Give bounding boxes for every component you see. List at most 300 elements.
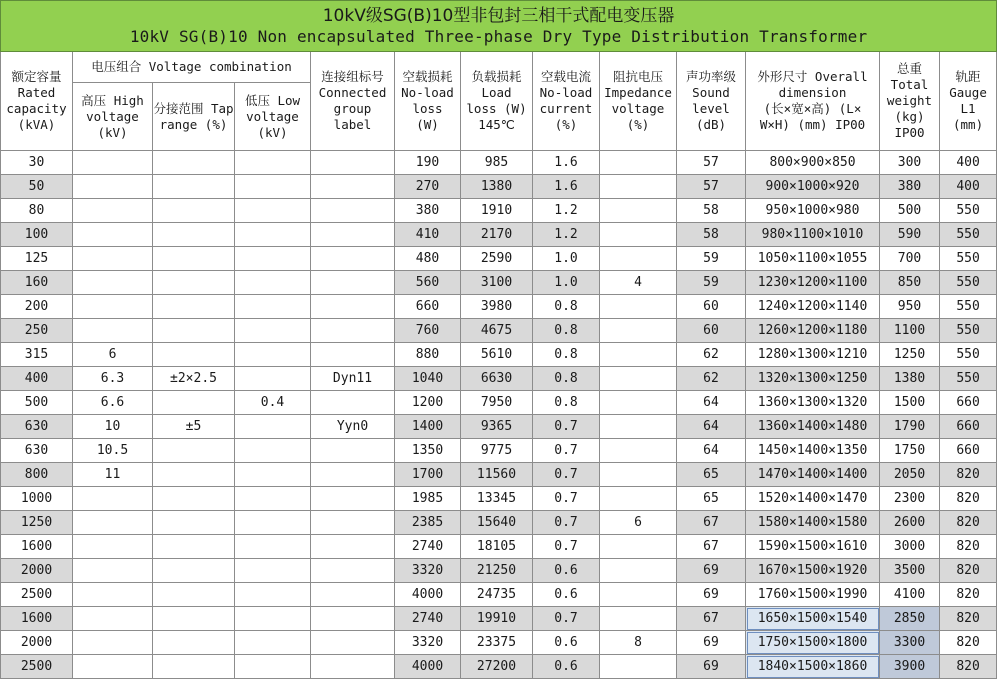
cell-impedance-voltage[interactable]	[600, 415, 677, 439]
cell-sound-level[interactable]: 64	[677, 391, 746, 415]
cell-gauge[interactable]: 550	[940, 223, 997, 247]
cell-no-load-current[interactable]: 0.7	[533, 463, 600, 487]
cell-no-load-current[interactable]: 1.2	[533, 199, 600, 223]
cell-no-load-current[interactable]: 0.7	[533, 487, 600, 511]
cell-no-load-current[interactable]: 0.8	[533, 367, 600, 391]
header-total-weight[interactable]: 总重 Total weight (kg) IP00	[880, 52, 940, 151]
cell-high-voltage[interactable]	[73, 295, 153, 319]
cell-connection-group[interactable]	[311, 271, 395, 295]
cell-gauge[interactable]: 820	[940, 607, 997, 631]
cell-overall-dimension[interactable]: 1280×1300×1210	[746, 343, 880, 367]
cell-no-load-current[interactable]: 1.6	[533, 151, 600, 175]
cell-no-load-loss[interactable]: 480	[395, 247, 461, 271]
cell-overall-dimension[interactable]: 1230×1200×1100	[746, 271, 880, 295]
cell-load-loss[interactable]: 3980	[461, 295, 533, 319]
cell-overall-dimension[interactable]: 1240×1200×1140	[746, 295, 880, 319]
cell-impedance-voltage[interactable]	[600, 151, 677, 175]
cell-impedance-voltage[interactable]	[600, 223, 677, 247]
cell-overall-dimension[interactable]: 1360×1400×1480	[746, 415, 880, 439]
cell-high-voltage[interactable]	[73, 535, 153, 559]
cell-high-voltage[interactable]	[73, 151, 153, 175]
cell-tap-range[interactable]	[153, 247, 235, 271]
cell-high-voltage[interactable]	[73, 607, 153, 631]
cell-tap-range[interactable]	[153, 655, 235, 679]
cell-no-load-loss[interactable]: 1040	[395, 367, 461, 391]
cell-sound-level[interactable]: 65	[677, 463, 746, 487]
cell-low-voltage[interactable]	[235, 247, 311, 271]
cell-low-voltage[interactable]	[235, 439, 311, 463]
cell-high-voltage[interactable]	[73, 319, 153, 343]
cell-sound-level[interactable]: 65	[677, 487, 746, 511]
cell-overall-dimension[interactable]: 1760×1500×1990	[746, 583, 880, 607]
cell-no-load-current[interactable]: 0.8	[533, 295, 600, 319]
cell-rated-capacity[interactable]: 630	[1, 415, 73, 439]
cell-total-weight[interactable]: 2850	[880, 607, 940, 631]
cell-total-weight[interactable]: 1750	[880, 439, 940, 463]
cell-high-voltage[interactable]	[73, 655, 153, 679]
cell-total-weight[interactable]: 1790	[880, 415, 940, 439]
cell-low-voltage[interactable]	[235, 463, 311, 487]
cell-load-loss[interactable]: 21250	[461, 559, 533, 583]
cell-high-voltage[interactable]: 11	[73, 463, 153, 487]
cell-impedance-voltage[interactable]	[600, 367, 677, 391]
cell-gauge[interactable]: 660	[940, 415, 997, 439]
cell-gauge[interactable]: 820	[940, 559, 997, 583]
cell-impedance-voltage[interactable]	[600, 343, 677, 367]
cell-gauge[interactable]: 550	[940, 343, 997, 367]
cell-low-voltage[interactable]	[235, 655, 311, 679]
cell-impedance-voltage[interactable]	[600, 295, 677, 319]
cell-impedance-voltage[interactable]	[600, 559, 677, 583]
cell-load-loss[interactable]: 4675	[461, 319, 533, 343]
cell-impedance-voltage[interactable]	[600, 463, 677, 487]
cell-tap-range[interactable]	[153, 271, 235, 295]
cell-rated-capacity[interactable]: 500	[1, 391, 73, 415]
cell-connection-group[interactable]	[311, 511, 395, 535]
cell-tap-range[interactable]	[153, 439, 235, 463]
cell-gauge[interactable]: 820	[940, 655, 997, 679]
cell-high-voltage[interactable]	[73, 175, 153, 199]
cell-overall-dimension[interactable]: 1260×1200×1180	[746, 319, 880, 343]
cell-no-load-current[interactable]: 1.0	[533, 247, 600, 271]
cell-low-voltage[interactable]	[235, 607, 311, 631]
cell-load-loss[interactable]: 9365	[461, 415, 533, 439]
cell-tap-range[interactable]	[153, 511, 235, 535]
cell-connection-group[interactable]: Dyn11	[311, 367, 395, 391]
cell-load-loss[interactable]: 9775	[461, 439, 533, 463]
cell-no-load-current[interactable]: 1.0	[533, 271, 600, 295]
cell-overall-dimension[interactable]: 1650×1500×1540	[746, 607, 880, 631]
header-high-voltage[interactable]: 高压 High voltage (kV)	[73, 83, 153, 151]
cell-rated-capacity[interactable]: 800	[1, 463, 73, 487]
cell-connection-group[interactable]	[311, 559, 395, 583]
cell-high-voltage[interactable]: 6.6	[73, 391, 153, 415]
cell-connection-group[interactable]	[311, 631, 395, 655]
cell-sound-level[interactable]: 59	[677, 247, 746, 271]
cell-sound-level[interactable]: 67	[677, 607, 746, 631]
cell-total-weight[interactable]: 2600	[880, 511, 940, 535]
cell-no-load-current[interactable]: 0.8	[533, 391, 600, 415]
cell-low-voltage[interactable]	[235, 151, 311, 175]
cell-no-load-current[interactable]: 0.6	[533, 559, 600, 583]
cell-tap-range[interactable]	[153, 295, 235, 319]
cell-rated-capacity[interactable]: 250	[1, 319, 73, 343]
cell-overall-dimension[interactable]: 1360×1300×1320	[746, 391, 880, 415]
cell-no-load-loss[interactable]: 3320	[395, 631, 461, 655]
cell-rated-capacity[interactable]: 100	[1, 223, 73, 247]
cell-sound-level[interactable]: 58	[677, 199, 746, 223]
cell-overall-dimension[interactable]: 1050×1100×1055	[746, 247, 880, 271]
cell-no-load-current[interactable]: 1.6	[533, 175, 600, 199]
cell-low-voltage[interactable]	[235, 319, 311, 343]
header-gauge[interactable]: 轨距 Gauge L1 (mm)	[940, 52, 997, 151]
cell-rated-capacity[interactable]: 1000	[1, 487, 73, 511]
cell-no-load-loss[interactable]: 3320	[395, 559, 461, 583]
cell-gauge[interactable]: 550	[940, 199, 997, 223]
cell-low-voltage[interactable]	[235, 343, 311, 367]
cell-low-voltage[interactable]	[235, 367, 311, 391]
cell-rated-capacity[interactable]: 125	[1, 247, 73, 271]
cell-load-loss[interactable]: 18105	[461, 535, 533, 559]
cell-no-load-loss[interactable]: 760	[395, 319, 461, 343]
cell-total-weight[interactable]: 380	[880, 175, 940, 199]
cell-connection-group[interactable]	[311, 175, 395, 199]
cell-tap-range[interactable]	[153, 583, 235, 607]
cell-overall-dimension[interactable]: 1520×1400×1470	[746, 487, 880, 511]
cell-gauge[interactable]: 820	[940, 535, 997, 559]
cell-high-voltage[interactable]: 10	[73, 415, 153, 439]
cell-tap-range[interactable]	[153, 151, 235, 175]
cell-no-load-current[interactable]: 0.7	[533, 511, 600, 535]
cell-low-voltage[interactable]	[235, 535, 311, 559]
cell-total-weight[interactable]: 590	[880, 223, 940, 247]
cell-total-weight[interactable]: 2300	[880, 487, 940, 511]
cell-tap-range[interactable]	[153, 535, 235, 559]
header-rated-capacity[interactable]: 额定容量 Rated capacity (kVA)	[1, 52, 73, 151]
cell-rated-capacity[interactable]: 1250	[1, 511, 73, 535]
cell-high-voltage[interactable]: 10.5	[73, 439, 153, 463]
cell-impedance-voltage[interactable]: 4	[600, 271, 677, 295]
cell-impedance-voltage[interactable]	[600, 607, 677, 631]
cell-low-voltage[interactable]	[235, 175, 311, 199]
cell-no-load-loss[interactable]: 660	[395, 295, 461, 319]
cell-high-voltage[interactable]	[73, 583, 153, 607]
cell-total-weight[interactable]: 1380	[880, 367, 940, 391]
cell-load-loss[interactable]: 985	[461, 151, 533, 175]
cell-total-weight[interactable]: 500	[880, 199, 940, 223]
cell-load-loss[interactable]: 1910	[461, 199, 533, 223]
header-load-loss[interactable]: 负载损耗 Load loss (W) 145℃	[461, 52, 533, 151]
cell-no-load-current[interactable]: 0.8	[533, 319, 600, 343]
cell-rated-capacity[interactable]: 160	[1, 271, 73, 295]
cell-gauge[interactable]: 820	[940, 487, 997, 511]
cell-load-loss[interactable]: 24735	[461, 583, 533, 607]
cell-sound-level[interactable]: 69	[677, 559, 746, 583]
cell-rated-capacity[interactable]: 400	[1, 367, 73, 391]
cell-connection-group[interactable]	[311, 295, 395, 319]
cell-sound-level[interactable]: 67	[677, 535, 746, 559]
cell-high-voltage[interactable]	[73, 199, 153, 223]
cell-low-voltage[interactable]	[235, 631, 311, 655]
cell-connection-group[interactable]	[311, 247, 395, 271]
cell-no-load-loss[interactable]: 380	[395, 199, 461, 223]
cell-gauge[interactable]: 550	[940, 319, 997, 343]
cell-rated-capacity[interactable]: 315	[1, 343, 73, 367]
cell-impedance-voltage[interactable]	[600, 391, 677, 415]
cell-tap-range[interactable]	[153, 223, 235, 247]
cell-impedance-voltage[interactable]	[600, 319, 677, 343]
cell-no-load-loss[interactable]: 1985	[395, 487, 461, 511]
cell-high-voltage[interactable]: 6	[73, 343, 153, 367]
cell-tap-range[interactable]	[153, 391, 235, 415]
cell-high-voltage[interactable]	[73, 511, 153, 535]
cell-total-weight[interactable]: 950	[880, 295, 940, 319]
cell-impedance-voltage[interactable]: 8	[600, 631, 677, 655]
header-voltage-combination[interactable]: 电压组合 Voltage combination	[73, 52, 311, 83]
cell-no-load-loss[interactable]: 1200	[395, 391, 461, 415]
header-tap-range[interactable]: 分接范围 Tap range (%)	[153, 83, 235, 151]
cell-sound-level[interactable]: 60	[677, 319, 746, 343]
cell-no-load-loss[interactable]: 270	[395, 175, 461, 199]
cell-connection-group[interactable]	[311, 199, 395, 223]
cell-tap-range[interactable]	[153, 343, 235, 367]
cell-total-weight[interactable]: 3500	[880, 559, 940, 583]
cell-rated-capacity[interactable]: 1600	[1, 535, 73, 559]
cell-sound-level[interactable]: 59	[677, 271, 746, 295]
cell-impedance-voltage[interactable]	[600, 535, 677, 559]
cell-no-load-loss[interactable]: 1700	[395, 463, 461, 487]
cell-high-voltage[interactable]	[73, 631, 153, 655]
table-title[interactable]	[1, 1, 997, 52]
cell-high-voltage[interactable]	[73, 487, 153, 511]
cell-low-voltage[interactable]	[235, 199, 311, 223]
cell-no-load-current[interactable]: 1.2	[533, 223, 600, 247]
cell-total-weight[interactable]: 2050	[880, 463, 940, 487]
cell-no-load-loss[interactable]: 880	[395, 343, 461, 367]
header-low-voltage[interactable]: 低压 Low voltage (kV)	[235, 83, 311, 151]
cell-connection-group[interactable]	[311, 223, 395, 247]
cell-gauge[interactable]: 820	[940, 463, 997, 487]
cell-load-loss[interactable]: 2590	[461, 247, 533, 271]
cell-connection-group[interactable]	[311, 607, 395, 631]
cell-high-voltage[interactable]	[73, 271, 153, 295]
cell-gauge[interactable]: 820	[940, 511, 997, 535]
header-no-load-loss[interactable]: 空载损耗 No-load loss (W)	[395, 52, 461, 151]
cell-no-load-current[interactable]: 0.7	[533, 607, 600, 631]
cell-connection-group[interactable]	[311, 343, 395, 367]
cell-no-load-current[interactable]: 0.7	[533, 535, 600, 559]
cell-low-voltage[interactable]	[235, 271, 311, 295]
cell-total-weight[interactable]: 1250	[880, 343, 940, 367]
cell-impedance-voltage[interactable]	[600, 199, 677, 223]
cell-high-voltage[interactable]	[73, 223, 153, 247]
cell-load-loss[interactable]: 3100	[461, 271, 533, 295]
cell-total-weight[interactable]: 300	[880, 151, 940, 175]
cell-no-load-current[interactable]: 0.7	[533, 415, 600, 439]
cell-total-weight[interactable]: 3300	[880, 631, 940, 655]
cell-overall-dimension[interactable]: 1750×1500×1800	[746, 631, 880, 655]
cell-tap-range[interactable]	[153, 319, 235, 343]
cell-total-weight[interactable]: 850	[880, 271, 940, 295]
cell-rated-capacity[interactable]: 200	[1, 295, 73, 319]
cell-tap-range[interactable]: ±2×2.5	[153, 367, 235, 391]
cell-connection-group[interactable]	[311, 319, 395, 343]
cell-impedance-voltage[interactable]	[600, 655, 677, 679]
cell-tap-range[interactable]: ±5	[153, 415, 235, 439]
cell-overall-dimension[interactable]: 950×1000×980	[746, 199, 880, 223]
cell-sound-level[interactable]: 67	[677, 511, 746, 535]
cell-gauge[interactable]: 400	[940, 151, 997, 175]
cell-sound-level[interactable]: 62	[677, 343, 746, 367]
header-impedance-voltage[interactable]: 阻抗电压 Impedance voltage (%)	[600, 52, 677, 151]
cell-total-weight[interactable]: 3000	[880, 535, 940, 559]
cell-rated-capacity[interactable]: 1600	[1, 607, 73, 631]
cell-no-load-loss[interactable]: 2740	[395, 535, 461, 559]
cell-sound-level[interactable]: 69	[677, 631, 746, 655]
cell-tap-range[interactable]	[153, 487, 235, 511]
cell-total-weight[interactable]: 1500	[880, 391, 940, 415]
header-no-load-current[interactable]: 空载电流 No-load current (%)	[533, 52, 600, 151]
cell-overall-dimension[interactable]: 1320×1300×1250	[746, 367, 880, 391]
cell-gauge[interactable]: 550	[940, 295, 997, 319]
cell-no-load-current[interactable]: 0.8	[533, 343, 600, 367]
cell-low-voltage[interactable]	[235, 415, 311, 439]
cell-impedance-voltage[interactable]	[600, 439, 677, 463]
cell-load-loss[interactable]: 7950	[461, 391, 533, 415]
cell-gauge[interactable]: 820	[940, 631, 997, 655]
cell-low-voltage[interactable]	[235, 223, 311, 247]
cell-gauge[interactable]: 550	[940, 367, 997, 391]
cell-connection-group[interactable]	[311, 535, 395, 559]
cell-sound-level[interactable]: 57	[677, 175, 746, 199]
cell-no-load-loss[interactable]: 190	[395, 151, 461, 175]
cell-rated-capacity[interactable]: 2000	[1, 559, 73, 583]
cell-low-voltage[interactable]: 0.4	[235, 391, 311, 415]
cell-sound-level[interactable]: 69	[677, 655, 746, 679]
cell-sound-level[interactable]: 69	[677, 583, 746, 607]
cell-load-loss[interactable]: 6630	[461, 367, 533, 391]
cell-no-load-current[interactable]: 0.6	[533, 583, 600, 607]
cell-load-loss[interactable]: 19910	[461, 607, 533, 631]
cell-sound-level[interactable]: 60	[677, 295, 746, 319]
cell-overall-dimension[interactable]: 900×1000×920	[746, 175, 880, 199]
cell-connection-group[interactable]	[311, 655, 395, 679]
cell-sound-level[interactable]: 64	[677, 415, 746, 439]
cell-no-load-current[interactable]: 0.6	[533, 655, 600, 679]
cell-tap-range[interactable]	[153, 463, 235, 487]
cell-no-load-loss[interactable]: 1350	[395, 439, 461, 463]
cell-no-load-loss[interactable]: 4000	[395, 655, 461, 679]
cell-rated-capacity[interactable]: 2000	[1, 631, 73, 655]
cell-tap-range[interactable]	[153, 559, 235, 583]
cell-gauge[interactable]: 660	[940, 439, 997, 463]
cell-overall-dimension[interactable]: 1450×1400×1350	[746, 439, 880, 463]
cell-impedance-voltage[interactable]	[600, 175, 677, 199]
cell-high-voltage[interactable]	[73, 559, 153, 583]
cell-rated-capacity[interactable]: 80	[1, 199, 73, 223]
cell-gauge[interactable]: 400	[940, 175, 997, 199]
cell-low-voltage[interactable]	[235, 295, 311, 319]
cell-rated-capacity[interactable]: 2500	[1, 655, 73, 679]
cell-impedance-voltage[interactable]: 6	[600, 511, 677, 535]
cell-overall-dimension[interactable]: 800×900×850	[746, 151, 880, 175]
cell-low-voltage[interactable]	[235, 511, 311, 535]
cell-no-load-loss[interactable]: 2385	[395, 511, 461, 535]
cell-sound-level[interactable]: 62	[677, 367, 746, 391]
cell-connection-group[interactable]	[311, 487, 395, 511]
header-sound-level[interactable]: 声功率级 Sound level (dB)	[677, 52, 746, 151]
cell-total-weight[interactable]: 3900	[880, 655, 940, 679]
header-connection-group[interactable]: 连接组标号 Connected group label	[311, 52, 395, 151]
cell-no-load-loss[interactable]: 2740	[395, 607, 461, 631]
cell-load-loss[interactable]: 1380	[461, 175, 533, 199]
cell-load-loss[interactable]: 13345	[461, 487, 533, 511]
cell-sound-level[interactable]: 57	[677, 151, 746, 175]
cell-rated-capacity[interactable]: 630	[1, 439, 73, 463]
cell-no-load-current[interactable]: 0.6	[533, 631, 600, 655]
cell-connection-group[interactable]	[311, 439, 395, 463]
cell-low-voltage[interactable]	[235, 487, 311, 511]
cell-high-voltage[interactable]	[73, 247, 153, 271]
cell-load-loss[interactable]: 5610	[461, 343, 533, 367]
cell-overall-dimension[interactable]: 980×1100×1010	[746, 223, 880, 247]
cell-load-loss[interactable]: 15640	[461, 511, 533, 535]
cell-no-load-loss[interactable]: 4000	[395, 583, 461, 607]
cell-overall-dimension[interactable]: 1590×1500×1610	[746, 535, 880, 559]
cell-rated-capacity[interactable]: 30	[1, 151, 73, 175]
cell-gauge[interactable]: 820	[940, 583, 997, 607]
cell-load-loss[interactable]: 2170	[461, 223, 533, 247]
cell-overall-dimension[interactable]: 1670×1500×1920	[746, 559, 880, 583]
cell-gauge[interactable]: 550	[940, 247, 997, 271]
cell-impedance-voltage[interactable]	[600, 247, 677, 271]
cell-tap-range[interactable]	[153, 199, 235, 223]
cell-connection-group[interactable]	[311, 463, 395, 487]
cell-connection-group[interactable]	[311, 583, 395, 607]
cell-overall-dimension[interactable]: 1840×1500×1860	[746, 655, 880, 679]
cell-overall-dimension[interactable]: 1470×1400×1400	[746, 463, 880, 487]
cell-load-loss[interactable]: 23375	[461, 631, 533, 655]
cell-connection-group[interactable]	[311, 151, 395, 175]
cell-no-load-loss[interactable]: 560	[395, 271, 461, 295]
cell-low-voltage[interactable]	[235, 583, 311, 607]
cell-total-weight[interactable]: 4100	[880, 583, 940, 607]
cell-impedance-voltage[interactable]	[600, 583, 677, 607]
cell-tap-range[interactable]	[153, 175, 235, 199]
header-overall-dimension[interactable]: 外形尺寸 Overall dimension (长×宽×高) (L× W×H) (mm) IP00	[746, 52, 880, 151]
cell-sound-level[interactable]: 64	[677, 439, 746, 463]
cell-total-weight[interactable]: 700	[880, 247, 940, 271]
cell-gauge[interactable]: 660	[940, 391, 997, 415]
cell-load-loss[interactable]: 27200	[461, 655, 533, 679]
cell-connection-group[interactable]	[311, 391, 395, 415]
cell-load-loss[interactable]: 11560	[461, 463, 533, 487]
cell-rated-capacity[interactable]: 2500	[1, 583, 73, 607]
cell-connection-group[interactable]: Yyn0	[311, 415, 395, 439]
cell-tap-range[interactable]	[153, 631, 235, 655]
cell-overall-dimension[interactable]: 1580×1400×1580	[746, 511, 880, 535]
cell-total-weight[interactable]: 1100	[880, 319, 940, 343]
cell-no-load-loss[interactable]: 1400	[395, 415, 461, 439]
cell-impedance-voltage[interactable]	[600, 487, 677, 511]
cell-tap-range[interactable]	[153, 607, 235, 631]
cell-no-load-current[interactable]: 0.7	[533, 439, 600, 463]
cell-rated-capacity[interactable]: 50	[1, 175, 73, 199]
cell-low-voltage[interactable]	[235, 559, 311, 583]
cell-sound-level[interactable]: 58	[677, 223, 746, 247]
cell-no-load-loss[interactable]: 410	[395, 223, 461, 247]
cell-gauge[interactable]: 550	[940, 271, 997, 295]
